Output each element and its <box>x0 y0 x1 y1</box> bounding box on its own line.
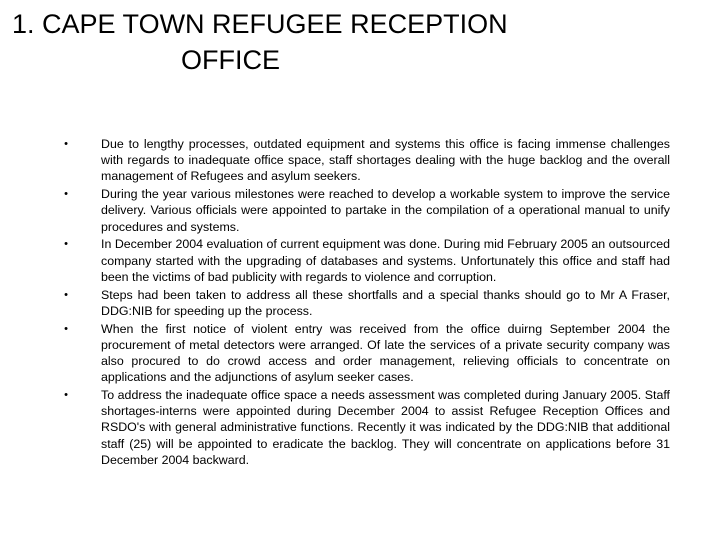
bullet-item-2 <box>60 186 670 235</box>
bullet-dot-icon: • <box>64 138 68 150</box>
bullet-item-6 <box>60 387 670 468</box>
bullet-dot-icon: • <box>64 288 68 301</box>
bullet-list <box>60 136 670 470</box>
slide-title <box>0 6 720 78</box>
bullet-item-1 <box>60 136 670 185</box>
bullet-dot-icon: • <box>64 238 68 251</box>
bullet-item-5 <box>60 321 670 386</box>
bullet-text: When the first notice of violent entry was received from the office duirng September 2004 the procurement of metal detectors were arranged. Of late the services of a private security company was also procured to do crowd access and order management, relieving officials to concentrate on applications and the adjunctions of asylum seeker cases. <box>101 321 670 385</box>
bullet-text: Due to lengthy processes, outdated equipment and systems this office is facing immense challenges with regards to inadequate office space, staff shortages dealing with the huge backlog and the overall management of Refugees and asylum seekers. <box>101 137 670 184</box>
bullet-item-4 <box>60 287 670 319</box>
bullet-text: To address the inadequate office space a needs assessment was completed during January 2005. Staff shortages-interns were appointed during December 2004 to assist Refugee Reception Offices and RSDO's with general administrative functions. Recently it was indicated by the DDG:NIB that additional staff (25) will be appointed to eradicate the backlog. They will concentrate on applications before 31 December 2004 backward. <box>101 388 670 467</box>
bullet-item-3 <box>60 236 670 285</box>
bullet-text: During the year various milestones were reached to develop a workable system to improve the service delivery. Various officials were appointed to partake in the compilation of a operational manual to unify procedures and systems. <box>101 187 670 234</box>
bullet-dot-icon: • <box>64 322 68 335</box>
slide-title-line-1: 1. CAPE TOWN REFUGEE RECEPTION <box>12 9 508 39</box>
bullet-text: Steps had been taken to address all these shortfalls and a special thanks should go to Mr A Fraser, DDG:NIB for speeding up the process. <box>101 287 670 318</box>
slide-title-line-2: OFFICE <box>181 45 280 75</box>
bullet-dot-icon: • <box>64 188 68 201</box>
bullet-dot-icon: • <box>64 389 68 402</box>
bullet-text: In December 2004 evaluation of current equipment was done. During mid February 2005 an outsourced company started with the upgrading of databases and systems. Unfortunately this office and staff had been the victims of bad publicity with regards to violence and corruption. <box>101 237 670 284</box>
